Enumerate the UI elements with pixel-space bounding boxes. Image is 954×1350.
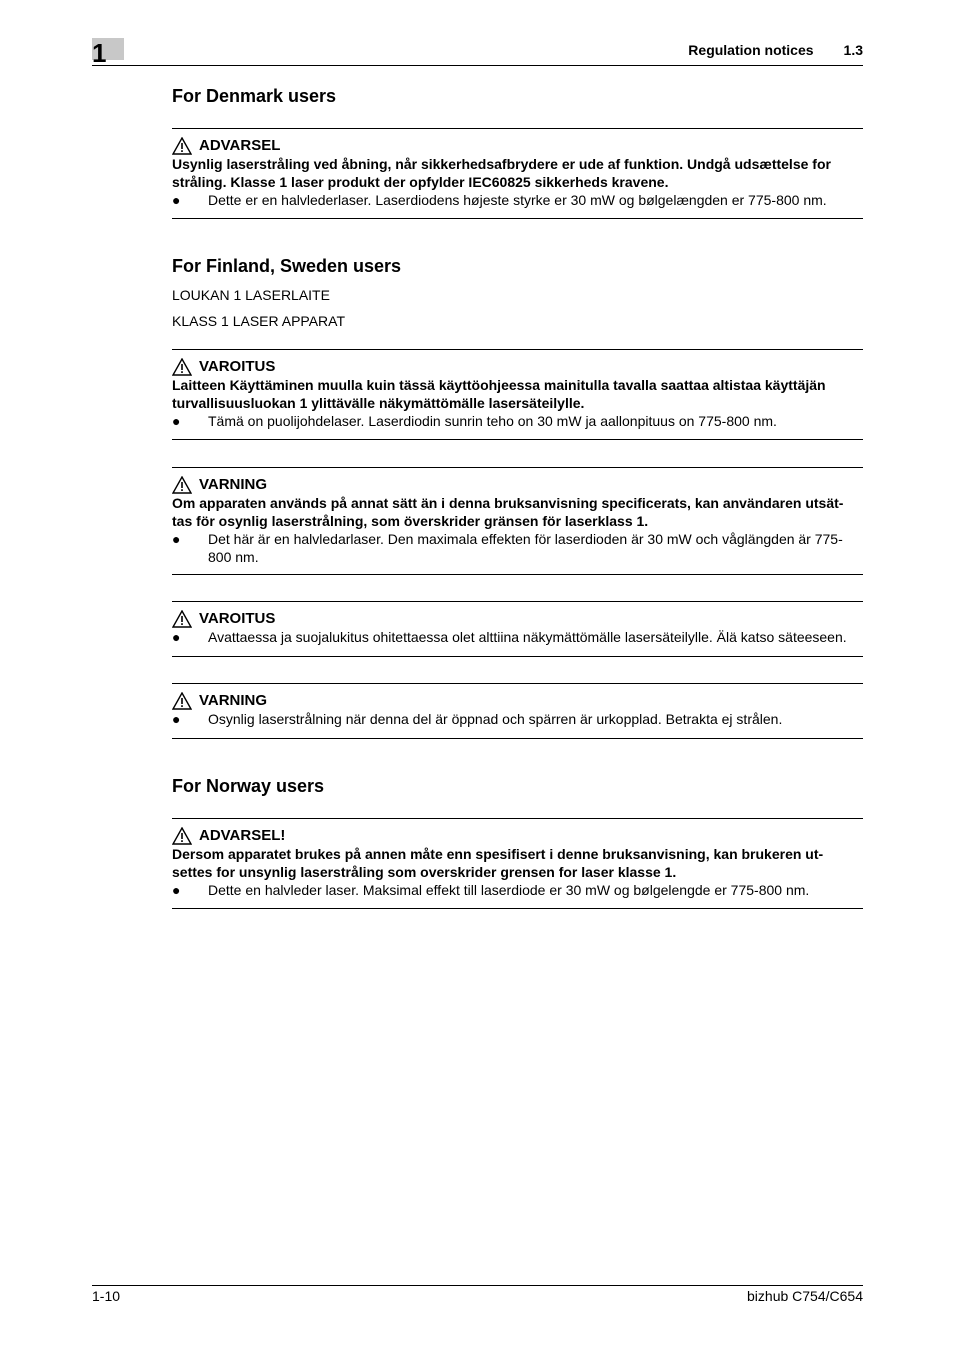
warning-box-varoitus-1 xyxy=(172,349,863,440)
bullet-dot: ● xyxy=(172,629,181,645)
bullet-dot: ● xyxy=(172,882,181,898)
bullet-dot: ● xyxy=(172,192,181,208)
bullet-item xyxy=(172,881,863,899)
bullet-item xyxy=(172,628,863,646)
warning-triangle-icon xyxy=(172,137,192,155)
warning-title: VAROITUS xyxy=(172,610,863,628)
warning-title: VARNING xyxy=(172,692,863,710)
chapter-number: 1 xyxy=(92,38,107,68)
warning-box-norway xyxy=(172,818,863,909)
bullet-text: Dette en halvleder laser. Maksimal effekt till laserdiode er 30 mW og bølgelengde er 775-800 nm. xyxy=(208,882,810,898)
bullet-item xyxy=(172,530,863,566)
warning-title: ADVARSEL xyxy=(172,137,863,155)
bullet-text: Osynlig laserstrålning när denna del är öppnad och spärren är urkopplad. Betrakta ej strålen. xyxy=(208,711,783,727)
footer-rule xyxy=(92,1285,863,1286)
product-name: bizhub C754/C654 xyxy=(747,1288,863,1304)
bullet-dot: ● xyxy=(172,711,181,727)
warning-text: Dersom apparatet brukes på annen måte enn spesifisert i denne bruksanvisning, kan brukeren ut-settes for unsynlig laserstråling som overskrider grensen for laser klasse 1. xyxy=(172,846,824,880)
warning-text: Usynlig laserstråling ved åbning, når sikkerhedsafbrydere er ude af funktion. Undgå udsættelse for stråling. Klasse 1 laser produkt der opfylder IEC60825 sikkerheds kravene. xyxy=(172,156,831,190)
running-header xyxy=(688,42,863,58)
warning-text: Om apparaten används på annat sätt än i denna bruksanvisning specificerats, kan användaren utsät-tas för osynlig laserstrålning, som överskrider gränsen för laserklass 1. xyxy=(172,495,844,529)
section-number: 1.3 xyxy=(843,42,863,58)
bullet-text: Dette er en halvlederlaser. Laserdiodens højeste styrke er 30 mW og bølgelængden er 775-800 nm. xyxy=(208,192,827,208)
class1-laser-fi: LOUKAN 1 LASERLAITE xyxy=(172,287,330,303)
bullet-dot: ● xyxy=(172,413,181,429)
warning-title: ADVARSEL! xyxy=(172,827,863,845)
bullet-dot: ● xyxy=(172,531,181,547)
bullet-text: Det här är en halvledarlaser. Den maximala effekten för laserdioden är 30 mW och våglängden är 775-800 nm. xyxy=(208,531,843,565)
page-number: 1-10 xyxy=(92,1288,121,1304)
warning-box-varning-1 xyxy=(172,467,863,575)
bullet-item xyxy=(172,412,863,430)
warning-triangle-icon xyxy=(172,358,192,376)
bullet-text: Tämä on puolijohdelaser. Laserdiodin sunrin teho on 30 mW ja aallonpituus on 775-800 nm. xyxy=(208,413,777,429)
bullet-item xyxy=(172,191,863,209)
header-rule xyxy=(92,65,863,66)
warning-triangle-icon xyxy=(172,610,192,628)
heading-norway: For Norway users xyxy=(172,776,325,796)
warning-triangle-icon xyxy=(172,476,192,494)
warning-box-varning-2 xyxy=(172,683,863,739)
heading-denmark: For Denmark users xyxy=(172,86,337,106)
warning-title: VAROITUS xyxy=(172,358,863,376)
heading-finland-sweden: For Finland, Sweden users xyxy=(172,256,402,276)
bullet-item xyxy=(172,710,863,728)
warning-text: Laitteen Käyttäminen muulla kuin tässä käyttöohjeessa mainitulla tavalla saattaa altistaa käyttäjän turvallisuusluokan 1 ylittävälle näkymättömälle lasersäteilylle. xyxy=(172,377,826,411)
class1-laser-sv: KLASS 1 LASER APPARAT xyxy=(172,313,346,329)
warning-triangle-icon xyxy=(172,827,192,845)
warning-triangle-icon xyxy=(172,692,192,710)
warning-title: VARNING xyxy=(172,476,863,494)
bullet-text: Avattaessa ja suojalukitus ohitettaessa olet alttiina näkymättömälle lasersäteilylle. Älä katso säteeseen. xyxy=(208,629,847,645)
warning-box-varoitus-2 xyxy=(172,601,863,657)
warning-box-denmark xyxy=(172,128,863,219)
section-title: Regulation notices xyxy=(688,42,814,58)
